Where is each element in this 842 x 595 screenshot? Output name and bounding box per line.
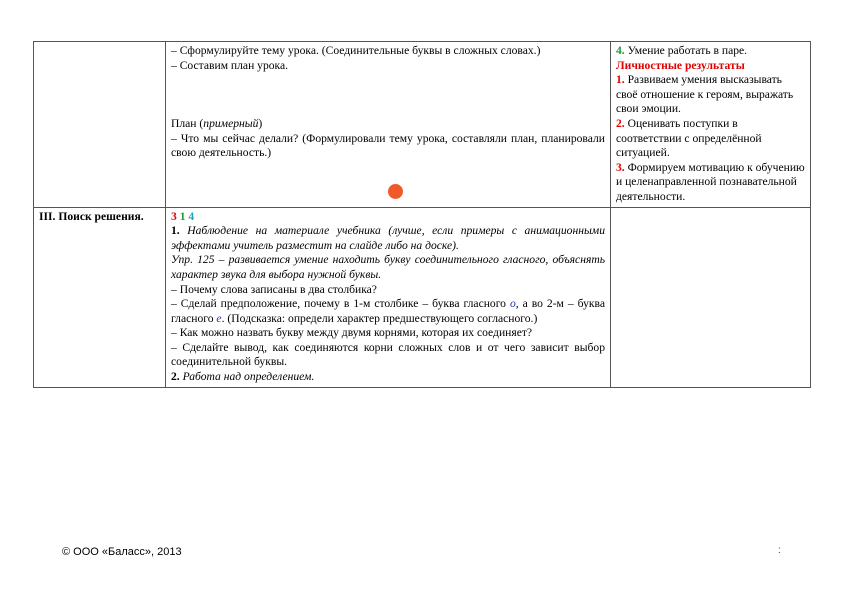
question-4: – Сделайте вывод, как соединяются корни сложных слов и от чего зависит выбор соединительной буквы. — [171, 340, 605, 369]
skill-codes: 3 1 4 — [171, 209, 195, 223]
table-row — [34, 207, 811, 387]
stage-cell: III. Поиск решения. — [34, 207, 166, 387]
results-cell — [611, 42, 811, 208]
personal-results-heading: Личностные результаты — [616, 58, 745, 72]
task-2: 2. Работа над определением. — [171, 370, 315, 384]
formulate-topic-line: – Сформулируйте тему урока. (Соединительные буквы в сложных словах.) — [171, 44, 541, 57]
teacher-activity-cell — [166, 207, 611, 387]
make-plan-line: – Составим план урока. — [171, 58, 289, 72]
pair-work-item: 4. Умение работать в паре. — [616, 44, 748, 57]
table-row — [34, 42, 811, 208]
copyright-footer: © ООО «Баласс», 2013 — [62, 546, 182, 558]
page-mark: : — [778, 545, 781, 556]
what-did-we-do-line: – Что мы сейчас делали? (Формулировали тему урока, составляли план, планировали свою деятельность.) — [171, 131, 605, 160]
plan-label: План (примерный) — [171, 117, 263, 131]
lesson-plan-table — [33, 41, 811, 388]
orange-dot-marker — [388, 184, 403, 199]
exercise-line: Упр. 125 – развивается умение находить букву соединительного гласного, объяснять характер звука для выбора нужной буквы. — [171, 253, 605, 281]
personal-result-2: 2. Оценивать поступки в соответствии с определённой ситуацией. — [616, 116, 762, 160]
question-1: – Почему слова записаны в два столбика? — [171, 282, 377, 296]
question-3: – Как можно назвать букву между двумя корнями, которая их соединяет? — [171, 326, 533, 340]
results-cell-empty — [611, 207, 811, 387]
question-2: – Сделай предположение, почему в 1-м столбике – буква гласного о, а во 2-м – буква гласного е. (Подсказка: определи характер предшествующего согласного.) — [171, 297, 605, 325]
personal-result-3: 3. Формируем мотивацию к обучению и целенаправленной познавательной деятельности. — [616, 160, 805, 203]
teacher-activity-cell — [166, 42, 611, 208]
personal-result-1: 1. Развиваем умения высказывать своё отношение к героям, выражать свои эмоции. — [616, 73, 794, 116]
stage-cell-empty — [34, 42, 166, 208]
task-1: 1. Наблюдение на материале учебника (лучше, если примеры с анимационными эффектами учитель разместит на слайде либо на доске). — [171, 224, 605, 252]
